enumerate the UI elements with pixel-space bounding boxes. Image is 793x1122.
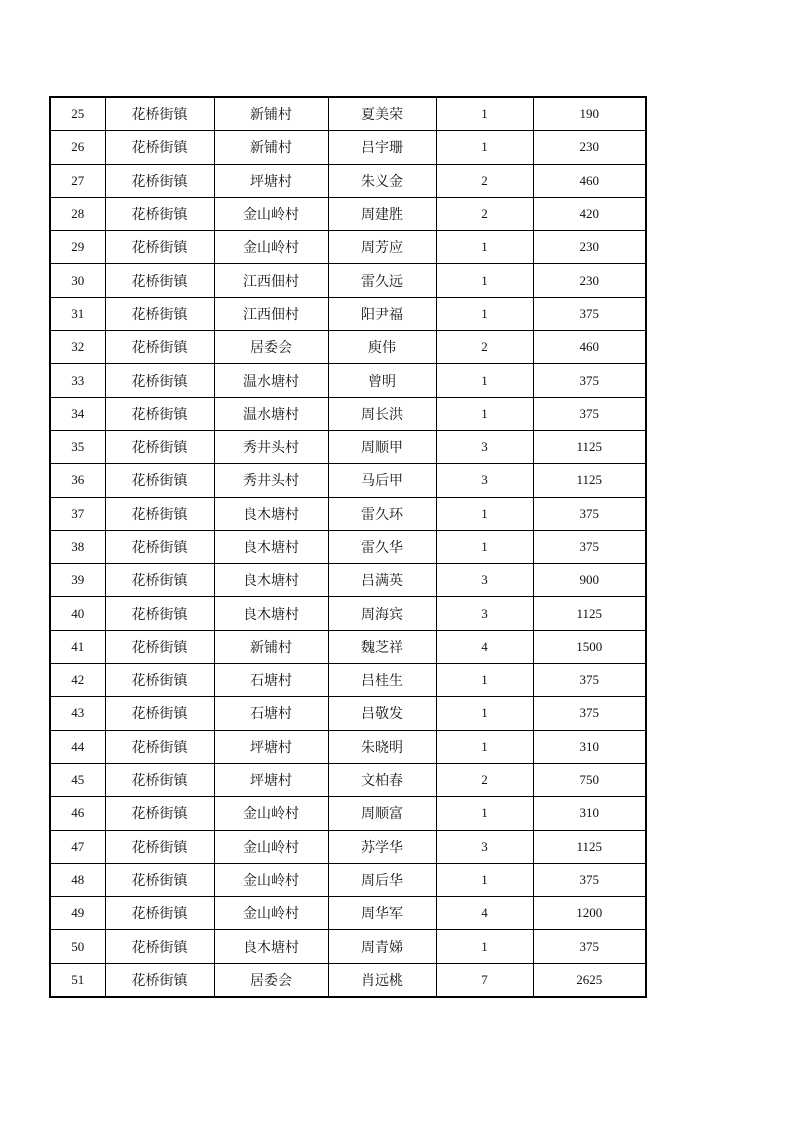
person-name-cell: 周后华 bbox=[328, 863, 436, 896]
village-cell: 石塘村 bbox=[214, 697, 328, 730]
village-cell: 金山岭村 bbox=[214, 897, 328, 930]
village-cell: 居委会 bbox=[214, 963, 328, 997]
village-cell: 坪塘村 bbox=[214, 730, 328, 763]
count-cell: 1 bbox=[436, 297, 533, 330]
amount-cell: 230 bbox=[533, 131, 646, 164]
town-cell: 花桥街镇 bbox=[105, 164, 214, 197]
count-cell: 7 bbox=[436, 963, 533, 997]
village-cell: 温水塘村 bbox=[214, 364, 328, 397]
amount-cell: 420 bbox=[533, 197, 646, 230]
amount-cell: 375 bbox=[533, 930, 646, 963]
town-cell: 花桥街镇 bbox=[105, 430, 214, 463]
serial-number-cell: 45 bbox=[50, 763, 105, 796]
town-cell: 花桥街镇 bbox=[105, 564, 214, 597]
table-row bbox=[50, 231, 646, 264]
amount-cell: 460 bbox=[533, 331, 646, 364]
person-name-cell: 吕宇珊 bbox=[328, 131, 436, 164]
village-cell: 金山岭村 bbox=[214, 797, 328, 830]
village-cell: 良木塘村 bbox=[214, 564, 328, 597]
count-cell: 3 bbox=[436, 564, 533, 597]
person-name-cell: 朱义金 bbox=[328, 164, 436, 197]
serial-number-cell: 41 bbox=[50, 630, 105, 663]
person-name-cell: 雷久环 bbox=[328, 497, 436, 530]
table-row bbox=[50, 630, 646, 663]
town-cell: 花桥街镇 bbox=[105, 763, 214, 796]
serial-number-cell: 33 bbox=[50, 364, 105, 397]
count-cell: 1 bbox=[436, 364, 533, 397]
amount-cell: 310 bbox=[533, 797, 646, 830]
town-cell: 花桥街镇 bbox=[105, 664, 214, 697]
amount-cell: 1500 bbox=[533, 630, 646, 663]
amount-cell: 1125 bbox=[533, 597, 646, 630]
table-row bbox=[50, 564, 646, 597]
town-cell: 花桥街镇 bbox=[105, 297, 214, 330]
table-row bbox=[50, 730, 646, 763]
village-cell: 良木塘村 bbox=[214, 930, 328, 963]
count-cell: 1 bbox=[436, 530, 533, 563]
serial-number-cell: 34 bbox=[50, 397, 105, 430]
person-name-cell: 周建胜 bbox=[328, 197, 436, 230]
data-table bbox=[49, 96, 647, 998]
serial-number-cell: 39 bbox=[50, 564, 105, 597]
count-cell: 1 bbox=[436, 497, 533, 530]
town-cell: 花桥街镇 bbox=[105, 630, 214, 663]
town-cell: 花桥街镇 bbox=[105, 131, 214, 164]
serial-number-cell: 29 bbox=[50, 231, 105, 264]
village-cell: 良木塘村 bbox=[214, 530, 328, 563]
table-row bbox=[50, 297, 646, 330]
amount-cell: 375 bbox=[533, 297, 646, 330]
town-cell: 花桥街镇 bbox=[105, 863, 214, 896]
person-name-cell: 周顺甲 bbox=[328, 430, 436, 463]
table-row bbox=[50, 697, 646, 730]
table-row bbox=[50, 464, 646, 497]
amount-cell: 1200 bbox=[533, 897, 646, 930]
amount-cell: 230 bbox=[533, 231, 646, 264]
serial-number-cell: 37 bbox=[50, 497, 105, 530]
person-name-cell: 周华军 bbox=[328, 897, 436, 930]
person-name-cell: 吕敬发 bbox=[328, 697, 436, 730]
count-cell: 1 bbox=[436, 231, 533, 264]
village-cell: 新铺村 bbox=[214, 97, 328, 131]
person-name-cell: 雷久远 bbox=[328, 264, 436, 297]
serial-number-cell: 43 bbox=[50, 697, 105, 730]
count-cell: 1 bbox=[436, 697, 533, 730]
amount-cell: 375 bbox=[533, 397, 646, 430]
count-cell: 2 bbox=[436, 164, 533, 197]
person-name-cell: 周芳应 bbox=[328, 231, 436, 264]
town-cell: 花桥街镇 bbox=[105, 464, 214, 497]
serial-number-cell: 31 bbox=[50, 297, 105, 330]
count-cell: 1 bbox=[436, 131, 533, 164]
table-row bbox=[50, 364, 646, 397]
person-name-cell: 吕桂生 bbox=[328, 664, 436, 697]
village-cell: 坪塘村 bbox=[214, 763, 328, 796]
village-cell: 石塘村 bbox=[214, 664, 328, 697]
person-name-cell: 雷久华 bbox=[328, 530, 436, 563]
village-cell: 温水塘村 bbox=[214, 397, 328, 430]
town-cell: 花桥街镇 bbox=[105, 963, 214, 997]
amount-cell: 375 bbox=[533, 530, 646, 563]
person-name-cell: 夏美荣 bbox=[328, 97, 436, 131]
serial-number-cell: 49 bbox=[50, 897, 105, 930]
count-cell: 1 bbox=[436, 264, 533, 297]
serial-number-cell: 42 bbox=[50, 664, 105, 697]
serial-number-cell: 30 bbox=[50, 264, 105, 297]
serial-number-cell: 48 bbox=[50, 863, 105, 896]
count-cell: 2 bbox=[436, 197, 533, 230]
village-cell: 秀井头村 bbox=[214, 430, 328, 463]
count-cell: 1 bbox=[436, 97, 533, 131]
town-cell: 花桥街镇 bbox=[105, 897, 214, 930]
village-cell: 金山岭村 bbox=[214, 863, 328, 896]
village-cell: 良木塘村 bbox=[214, 597, 328, 630]
amount-cell: 460 bbox=[533, 164, 646, 197]
count-cell: 4 bbox=[436, 897, 533, 930]
serial-number-cell: 51 bbox=[50, 963, 105, 997]
table-row bbox=[50, 664, 646, 697]
count-cell: 3 bbox=[436, 597, 533, 630]
table-row bbox=[50, 264, 646, 297]
town-cell: 花桥街镇 bbox=[105, 497, 214, 530]
table-row bbox=[50, 131, 646, 164]
village-cell: 金山岭村 bbox=[214, 231, 328, 264]
serial-number-cell: 38 bbox=[50, 530, 105, 563]
table-row bbox=[50, 863, 646, 896]
count-cell: 1 bbox=[436, 730, 533, 763]
person-name-cell: 周青娣 bbox=[328, 930, 436, 963]
village-cell: 良木塘村 bbox=[214, 497, 328, 530]
village-cell: 江西佃村 bbox=[214, 264, 328, 297]
town-cell: 花桥街镇 bbox=[105, 197, 214, 230]
amount-cell: 1125 bbox=[533, 430, 646, 463]
person-name-cell: 曾明 bbox=[328, 364, 436, 397]
table-row bbox=[50, 963, 646, 997]
amount-cell: 375 bbox=[533, 664, 646, 697]
village-cell: 居委会 bbox=[214, 331, 328, 364]
serial-number-cell: 32 bbox=[50, 331, 105, 364]
town-cell: 花桥街镇 bbox=[105, 697, 214, 730]
town-cell: 花桥街镇 bbox=[105, 930, 214, 963]
table-row bbox=[50, 97, 646, 131]
town-cell: 花桥街镇 bbox=[105, 397, 214, 430]
person-name-cell: 文柏春 bbox=[328, 763, 436, 796]
amount-cell: 375 bbox=[533, 863, 646, 896]
town-cell: 花桥街镇 bbox=[105, 730, 214, 763]
amount-cell: 230 bbox=[533, 264, 646, 297]
amount-cell: 310 bbox=[533, 730, 646, 763]
table-row bbox=[50, 763, 646, 796]
town-cell: 花桥街镇 bbox=[105, 364, 214, 397]
town-cell: 花桥街镇 bbox=[105, 530, 214, 563]
table-body bbox=[50, 97, 646, 997]
count-cell: 1 bbox=[436, 930, 533, 963]
village-cell: 秀井头村 bbox=[214, 464, 328, 497]
table-row bbox=[50, 397, 646, 430]
amount-cell: 190 bbox=[533, 97, 646, 131]
count-cell: 3 bbox=[436, 430, 533, 463]
count-cell: 1 bbox=[436, 797, 533, 830]
person-name-cell: 庾伟 bbox=[328, 331, 436, 364]
person-name-cell: 阳尹福 bbox=[328, 297, 436, 330]
amount-cell: 375 bbox=[533, 497, 646, 530]
count-cell: 3 bbox=[436, 830, 533, 863]
person-name-cell: 苏学华 bbox=[328, 830, 436, 863]
village-cell: 江西佃村 bbox=[214, 297, 328, 330]
village-cell: 新铺村 bbox=[214, 131, 328, 164]
person-name-cell: 马后甲 bbox=[328, 464, 436, 497]
count-cell: 1 bbox=[436, 863, 533, 896]
serial-number-cell: 44 bbox=[50, 730, 105, 763]
table-row bbox=[50, 430, 646, 463]
count-cell: 1 bbox=[436, 664, 533, 697]
table-row bbox=[50, 930, 646, 963]
serial-number-cell: 35 bbox=[50, 430, 105, 463]
table-row bbox=[50, 597, 646, 630]
town-cell: 花桥街镇 bbox=[105, 797, 214, 830]
town-cell: 花桥街镇 bbox=[105, 231, 214, 264]
count-cell: 3 bbox=[436, 464, 533, 497]
count-cell: 2 bbox=[436, 331, 533, 364]
person-name-cell: 吕满英 bbox=[328, 564, 436, 597]
serial-number-cell: 47 bbox=[50, 830, 105, 863]
town-cell: 花桥街镇 bbox=[105, 830, 214, 863]
table-row bbox=[50, 331, 646, 364]
village-cell: 新铺村 bbox=[214, 630, 328, 663]
village-cell: 坪塘村 bbox=[214, 164, 328, 197]
serial-number-cell: 27 bbox=[50, 164, 105, 197]
serial-number-cell: 28 bbox=[50, 197, 105, 230]
village-cell: 金山岭村 bbox=[214, 830, 328, 863]
person-name-cell: 朱晓明 bbox=[328, 730, 436, 763]
person-name-cell: 周顺富 bbox=[328, 797, 436, 830]
amount-cell: 2625 bbox=[533, 963, 646, 997]
count-cell: 4 bbox=[436, 630, 533, 663]
count-cell: 2 bbox=[436, 763, 533, 796]
serial-number-cell: 25 bbox=[50, 97, 105, 131]
table-row bbox=[50, 530, 646, 563]
town-cell: 花桥街镇 bbox=[105, 264, 214, 297]
town-cell: 花桥街镇 bbox=[105, 331, 214, 364]
amount-cell: 1125 bbox=[533, 464, 646, 497]
serial-number-cell: 40 bbox=[50, 597, 105, 630]
table-row bbox=[50, 897, 646, 930]
person-name-cell: 肖远桃 bbox=[328, 963, 436, 997]
table-row bbox=[50, 164, 646, 197]
amount-cell: 375 bbox=[533, 697, 646, 730]
town-cell: 花桥街镇 bbox=[105, 97, 214, 131]
serial-number-cell: 50 bbox=[50, 930, 105, 963]
person-name-cell: 周海宾 bbox=[328, 597, 436, 630]
serial-number-cell: 46 bbox=[50, 797, 105, 830]
amount-cell: 375 bbox=[533, 364, 646, 397]
village-cell: 金山岭村 bbox=[214, 197, 328, 230]
serial-number-cell: 36 bbox=[50, 464, 105, 497]
table-row bbox=[50, 797, 646, 830]
table-row bbox=[50, 197, 646, 230]
amount-cell: 900 bbox=[533, 564, 646, 597]
count-cell: 1 bbox=[436, 397, 533, 430]
table-row bbox=[50, 497, 646, 530]
town-cell: 花桥街镇 bbox=[105, 597, 214, 630]
person-name-cell: 魏芝祥 bbox=[328, 630, 436, 663]
person-name-cell: 周长洪 bbox=[328, 397, 436, 430]
table-row bbox=[50, 830, 646, 863]
serial-number-cell: 26 bbox=[50, 131, 105, 164]
amount-cell: 1125 bbox=[533, 830, 646, 863]
amount-cell: 750 bbox=[533, 763, 646, 796]
